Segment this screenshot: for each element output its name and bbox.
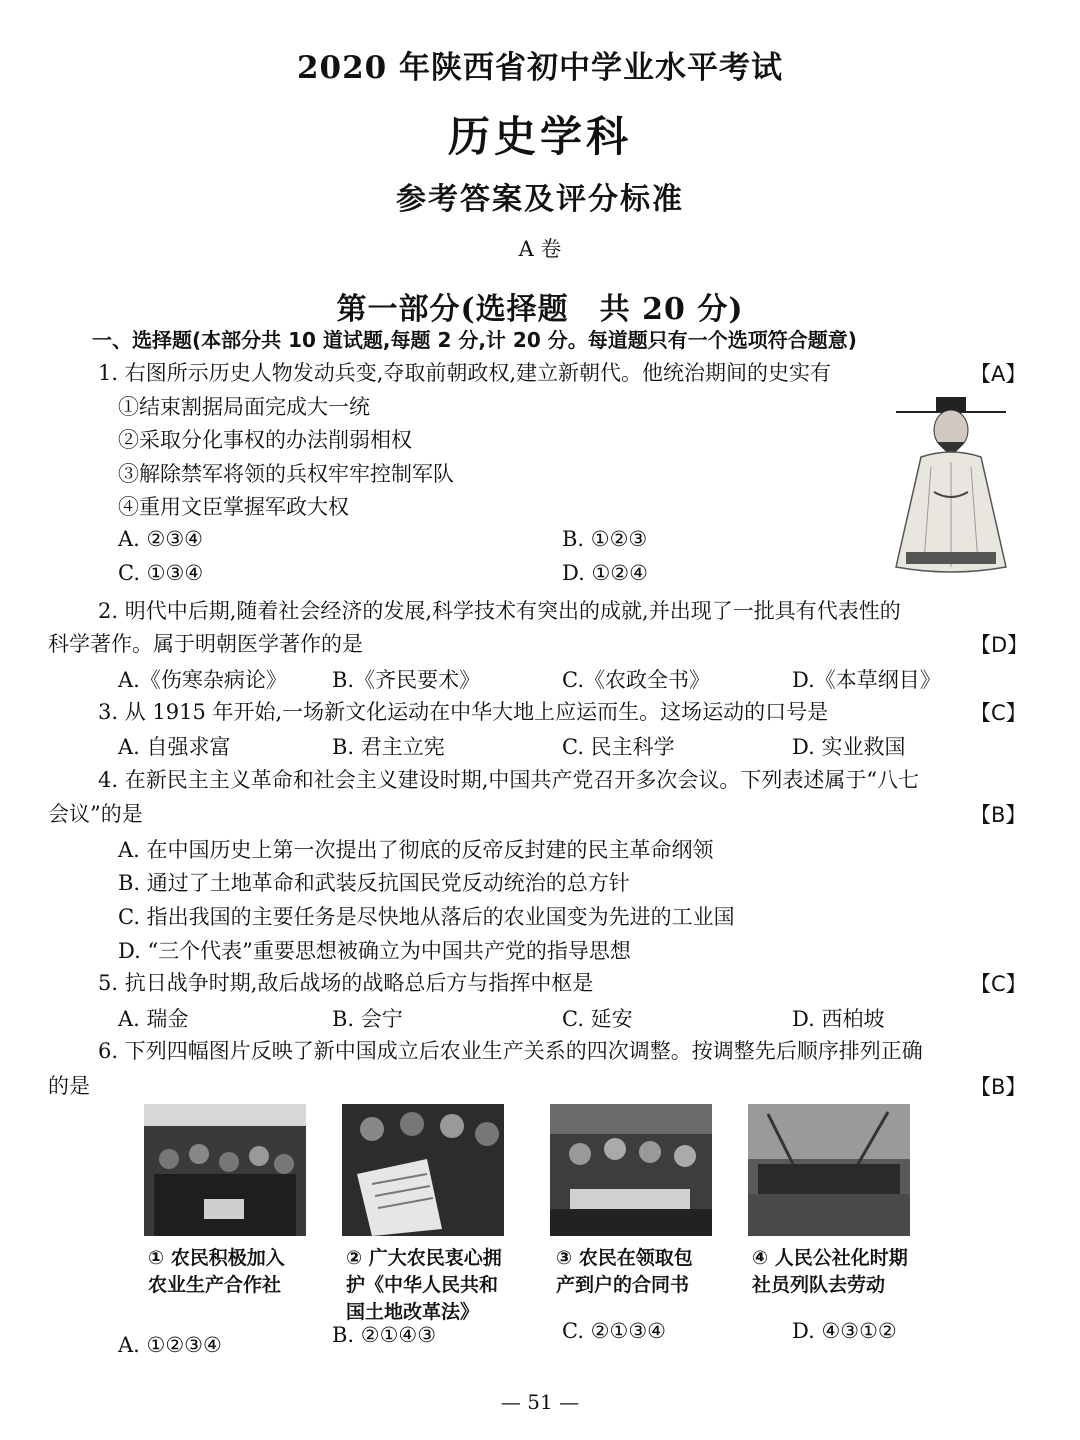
q3-option-d: D. 实业救国 bbox=[792, 735, 906, 759]
q1-option-d: D. ①②④ bbox=[562, 561, 648, 585]
q4-stem-line2: 会议”的是 bbox=[48, 802, 143, 826]
caption-3 bbox=[556, 1245, 693, 1299]
q6-stem-line2: 的是 bbox=[48, 1074, 90, 1098]
q6-option-a: A. ①②③④ bbox=[118, 1333, 222, 1357]
q3-option-c: C. 民主科学 bbox=[562, 735, 675, 759]
q2-stem-line1: 2. 明代中后期,随着社会经济的发展,科学技术有突出的成就,并出现了一批具有代表性的 bbox=[98, 599, 901, 623]
caption-1-line2: 农业生产合作社 bbox=[148, 1274, 282, 1296]
photo-cooperative bbox=[144, 1104, 306, 1236]
q2-option-c: C.《农政全书》 bbox=[562, 668, 710, 692]
section-instructions: 一、选择题(本部分共 10 道试题,每题 2 分,计 20 分。每道题只有一个选项符合题意) bbox=[92, 328, 857, 352]
q3-answer: 【C】 bbox=[970, 701, 1027, 725]
paper-label: A 卷 bbox=[518, 237, 562, 261]
q3-option-b: B. 君主立宪 bbox=[332, 735, 445, 759]
q2-option-a: A.《伤寒杂病论》 bbox=[118, 668, 287, 692]
q5-answer: 【C】 bbox=[970, 972, 1027, 996]
q4-answer: 【B】 bbox=[970, 803, 1027, 827]
q1-item-1: ①结束割据局面完成大一统 bbox=[118, 395, 370, 419]
q4-option-a: A. 在中国历史上第一次提出了彻底的反帝反封建的民主革命纲领 bbox=[118, 838, 714, 862]
q3-stem: 3. 从 1915 年开始,一场新文化运动在中华大地上应运而生。这场运动的口号是 bbox=[98, 700, 829, 724]
caption-2-line1: ② 广大农民衷心拥 bbox=[346, 1247, 502, 1269]
q1-item-3: ③解除禁军将领的兵权牢牢控制军队 bbox=[118, 462, 454, 486]
subject-title: 历史学科 bbox=[447, 112, 632, 161]
q1-answer: 【A】 bbox=[970, 362, 1027, 386]
q4-stem-line1: 4. 在新民主主义革命和社会主义建设时期,中国共产党召开多次会议。下列表述属于“八七 bbox=[98, 768, 920, 792]
q5-option-b: B. 会宁 bbox=[332, 1007, 403, 1031]
q5-option-a: A. 瑞金 bbox=[118, 1007, 189, 1031]
q4-option-b: B. 通过了土地革命和武装反抗国民党反动统治的总方针 bbox=[118, 871, 630, 895]
emperor-portrait-image bbox=[876, 392, 1026, 577]
q2-stem-line2: 科学著作。属于明朝医学著作的是 bbox=[48, 632, 363, 656]
caption-2-line3: 国土地改革法》 bbox=[346, 1301, 480, 1323]
q3-option-a: A. 自强求富 bbox=[118, 735, 231, 759]
q1-stem: 1. 右图所示历史人物发动兵变,夺取前朝政权,建立新朝代。他统治期间的史实有 bbox=[98, 361, 832, 385]
caption-2 bbox=[346, 1245, 502, 1326]
exam-title: 2020 年陕西省初中学业水平考试 bbox=[296, 50, 784, 86]
q1-option-c: C. ①③④ bbox=[118, 561, 204, 585]
q5-option-d: D. 西柏坡 bbox=[792, 1007, 885, 1031]
q4-option-c: C. 指出我国的主要任务是尽快地从落后的农业国变为先进的工业国 bbox=[118, 905, 735, 929]
caption-3-line2: 产到户的合同书 bbox=[556, 1274, 690, 1296]
q1-item-4: ④重用文臣掌握军政大权 bbox=[118, 495, 349, 519]
q6-stem-line1: 6. 下列四幅图片反映了新中国成立后农业生产关系的四次调整。按调整先后顺序排列正确 bbox=[98, 1039, 923, 1063]
photo-land-reform bbox=[342, 1104, 504, 1236]
q4-option-d: D. “三个代表”重要思想被确立为中国共产党的指导思想 bbox=[118, 939, 631, 963]
page-number: — 51 — bbox=[500, 1390, 580, 1414]
q6-option-d: D. ④③①② bbox=[792, 1319, 897, 1343]
caption-4 bbox=[752, 1245, 908, 1299]
q6-answer: 【B】 bbox=[970, 1075, 1027, 1099]
q2-option-d: D.《本草纲目》 bbox=[792, 668, 941, 692]
q2-answer: 【D】 bbox=[970, 633, 1029, 657]
q1-item-2: ②采取分化事权的办法削弱相权 bbox=[118, 428, 412, 452]
q1-option-b: B. ①②③ bbox=[562, 527, 648, 551]
answer-key-title: 参考答案及评分标准 bbox=[396, 182, 684, 217]
photo-contract bbox=[550, 1104, 712, 1236]
caption-2-line2: 护《中华人民共和 bbox=[346, 1274, 499, 1296]
photo-commune bbox=[748, 1104, 910, 1236]
caption-1-line1: ① 农民积极加入 bbox=[148, 1247, 285, 1269]
q6-option-c: C. ②①③④ bbox=[562, 1319, 666, 1343]
q6-option-b: B. ②①④③ bbox=[332, 1323, 437, 1347]
part-title: 第一部分(选择题 共 20 分) bbox=[336, 292, 744, 327]
caption-4-line2: 社员列队去劳动 bbox=[752, 1274, 886, 1296]
caption-4-line1: ④ 人民公社化时期 bbox=[752, 1247, 908, 1269]
caption-1 bbox=[148, 1245, 285, 1299]
q1-option-a: A. ②③④ bbox=[118, 527, 203, 551]
q5-option-c: C. 延安 bbox=[562, 1007, 633, 1031]
q2-option-b: B.《齐民要术》 bbox=[332, 668, 481, 692]
q5-stem: 5. 抗日战争时期,敌后战场的战略总后方与指挥中枢是 bbox=[98, 971, 594, 995]
caption-3-line1: ③ 农民在领取包 bbox=[556, 1247, 693, 1269]
